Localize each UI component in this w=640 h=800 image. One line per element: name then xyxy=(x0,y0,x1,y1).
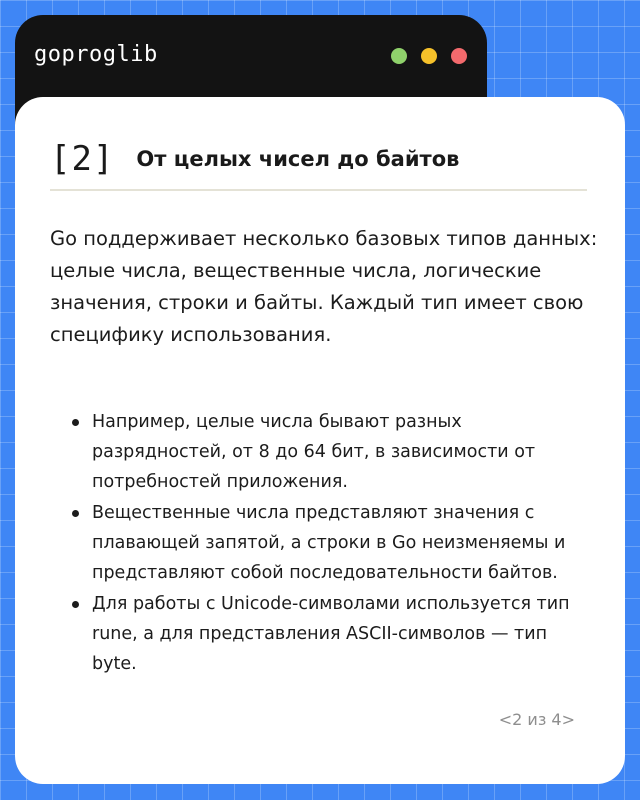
slide-number: [2] xyxy=(50,139,115,179)
bullet-dot-icon xyxy=(72,510,79,517)
page-indicator: <2 из 4> xyxy=(498,710,575,729)
bullet-text: Вещественные числа представляют значения с плавающей запятой, а строки в Go неизменяемы и представляют собой последовательности байтов. xyxy=(92,503,566,583)
content-card xyxy=(15,97,625,784)
bullet-item xyxy=(72,407,592,497)
header-divider xyxy=(50,189,587,191)
green-dot-icon[interactable] xyxy=(391,48,407,64)
bullet-text: Например, целые числа бывают разных разрядностей, от 8 до 64 бит, в зависимости от потребностей приложения. xyxy=(92,412,536,492)
bullet-item xyxy=(72,589,592,679)
slide-title: От целых чисел до байтов xyxy=(136,147,460,171)
yellow-dot-icon[interactable] xyxy=(421,48,437,64)
bullet-item xyxy=(72,498,592,588)
window-controls xyxy=(391,48,467,64)
bullet-text: Для работы с Unicode-символами используется тип rune, а для представления ASCII-символов — тип byte. xyxy=(92,594,570,674)
intro-paragraph: Go поддерживает несколько базовых типов данных: целые числа, вещественные числа, логические значения, строки и байты. Каждый тип имеет свою специфику использования. xyxy=(50,227,598,346)
bullet-dot-icon xyxy=(72,419,79,426)
red-dot-icon[interactable] xyxy=(451,48,467,64)
card-header xyxy=(50,139,459,179)
window-title: goproglib xyxy=(34,42,158,67)
bullet-list xyxy=(72,407,592,680)
bullet-dot-icon xyxy=(72,601,79,608)
